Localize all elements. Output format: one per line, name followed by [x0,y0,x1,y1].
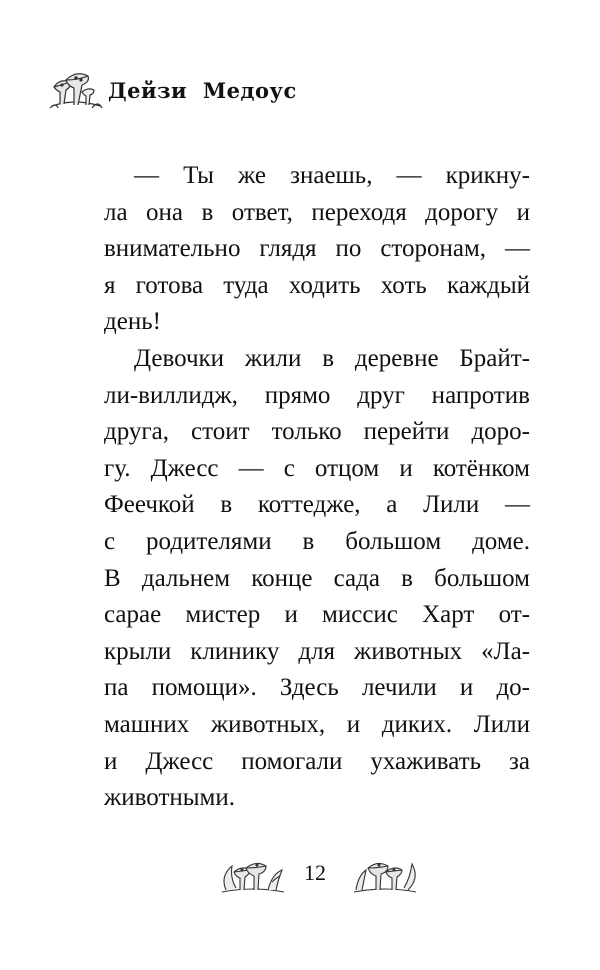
text-line: и Джесс помогали ухаживать за [104,747,530,775]
page-number: 12 [304,860,326,885]
page-footer [0,852,600,900]
text-line: па помощи». Здесь лечили и до- [104,674,530,702]
text-line: — Ты же знаешь, — крикну- [134,162,530,189]
page-header [46,68,297,112]
paragraph-1 [104,158,530,341]
text-line: машних животных, и диких. Лили [104,710,530,738]
mushroom-leaf-ornament-icon [350,852,420,898]
text-line: крыли клинику для животных «Ла- [104,637,530,665]
text-line: сарае мистер и миссис Харт от- [104,601,530,629]
text-line: В дальнем конце сада в большом [104,564,530,592]
mushroom-leaf-ornament-icon [218,852,288,898]
mushroom-cluster-icon [46,68,104,112]
text-line: ли-виллидж, прямо друг напротив [104,381,530,409]
text-line: животными. [104,784,236,812]
paragraph-2 [104,341,530,817]
text-line: день! [104,308,161,336]
text-line: гу. Джесс — с отцом и котёнком [104,454,530,482]
text-line: ла она в ответ, переходя дорогу и [104,198,530,226]
body-text [104,158,530,817]
text-line: друга, стоит только перейти доро- [104,418,530,446]
text-line: внимательно глядя по сторонам, — [104,235,530,263]
text-line: Девочки жили в деревне Брайт- [134,344,530,372]
text-line: Феечкой в коттедже, а Лили — [104,491,530,519]
running-header-author: Дейзи Медоус [108,77,297,103]
text-line: я готова туда ходить хоть каждый [104,271,530,299]
text-line: с родителями в большом доме. [104,527,530,555]
